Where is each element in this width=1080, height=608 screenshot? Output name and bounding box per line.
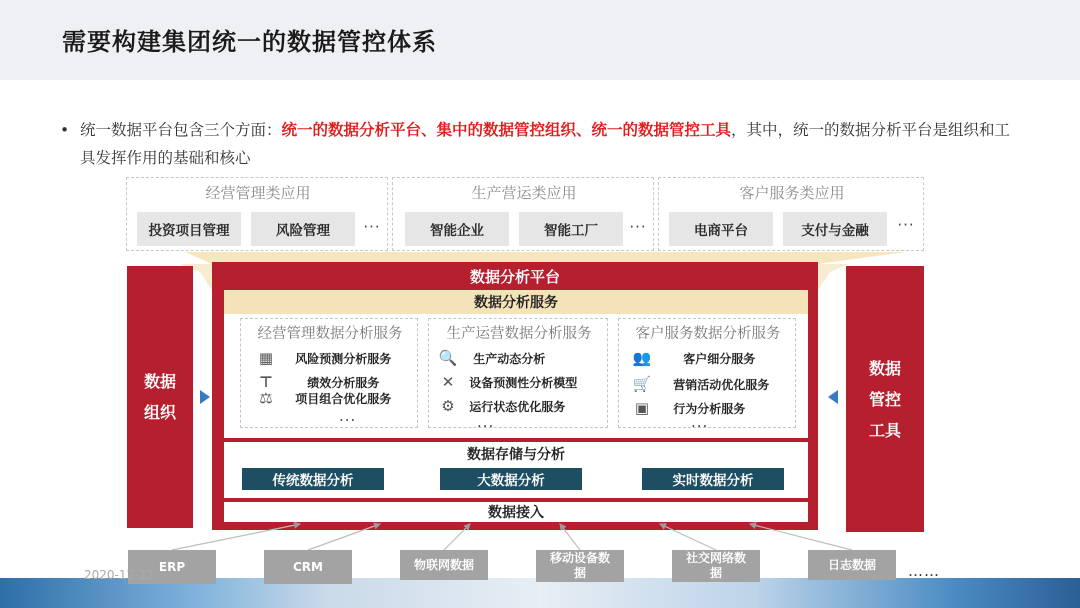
source-crm: CRM — [264, 550, 352, 584]
big-data-analysis-box: 大数据分析 — [440, 468, 582, 490]
service-row — [437, 397, 565, 415]
service-row — [255, 389, 391, 407]
service-row-label: 生产动态分析 — [473, 352, 546, 366]
intro-suffix: ，其中，统一的数据分析平台是组织和工具发挥作用的基础和核心 — [80, 121, 1011, 167]
service-row — [631, 375, 769, 393]
service-row — [631, 399, 745, 417]
intro-prefix: 统一数据平台包含三个方面： — [80, 121, 282, 139]
service-row-label: 行为分析服务 — [673, 402, 746, 416]
more-dots: ··· — [897, 216, 915, 234]
more-dots: ... — [691, 413, 709, 431]
traditional-analysis-box: 传统数据分析 — [242, 468, 384, 490]
service-row-label: 客户细分服务 — [683, 352, 756, 366]
source-social: 社交网络数据 — [672, 550, 760, 582]
connector-arrow — [172, 524, 300, 550]
more-dots: ··· — [629, 218, 647, 236]
arrow-right-icon — [200, 390, 210, 404]
arrow-left-icon — [828, 390, 838, 404]
source-mobile: 移动设备数据 — [536, 550, 624, 582]
service-row — [437, 349, 545, 367]
app-item-risk: 风险管理 — [251, 212, 355, 246]
app-group-title: 生产营运类应用 — [471, 183, 577, 202]
source-connectors — [0, 520, 1080, 552]
source-log: 日志数据 — [808, 550, 896, 580]
service-row-label: 营销活动优化服务 — [673, 378, 770, 392]
app-item-smart-factory: 智能工厂 — [519, 212, 623, 246]
connector-arrow — [308, 524, 380, 550]
slide-date: 2020-12-22 — [84, 568, 154, 582]
service-card-management — [240, 318, 418, 428]
intro-text — [80, 116, 1020, 172]
service-band: 数据分析服务 — [224, 290, 808, 314]
more-dots: ... — [477, 413, 495, 431]
storage-title: 数据存储与分析 — [467, 447, 565, 463]
connector-arrow — [750, 524, 852, 550]
service-row — [255, 349, 391, 367]
page-title: 需要构建集团统一的数据管控体系 — [62, 28, 437, 56]
right-funnel-shape — [818, 264, 848, 290]
data-organization-label: 数据组织 — [143, 372, 176, 422]
data-ingest-bar: 数据接入 — [224, 502, 808, 522]
service-row-label: 绩效分析服务 — [307, 376, 380, 390]
app-group-customer — [658, 177, 924, 251]
source-iot: 物联网数据 — [400, 550, 488, 580]
connector-arrow — [660, 524, 716, 550]
intro-highlight: 统一的数据分析平台、集中的数据管控组织、统一的数据管控工具 — [281, 121, 732, 139]
service-card-title: 经营管理数据分析服务 — [257, 325, 403, 342]
service-row-label: 项目组合优化服务 — [295, 392, 392, 406]
app-item-payment: 支付与金融 — [783, 212, 887, 246]
service-card-production — [428, 318, 608, 431]
data-stack-icon: ▦ — [258, 349, 274, 367]
source-erp: ERP — [128, 550, 216, 584]
realtime-analysis-box: 实时数据分析 — [642, 468, 784, 490]
service-row-label: 设备预测性分析模型 — [469, 376, 578, 390]
service-row — [631, 349, 755, 367]
app-group-management — [126, 177, 388, 251]
scale-icon: ⚖ — [259, 389, 273, 407]
more-dots: ··· — [363, 218, 381, 236]
app-group-title: 客户服务类应用 — [739, 183, 845, 202]
connector-arrow — [560, 524, 580, 550]
wallet-icon: ▣ — [634, 399, 650, 417]
platform-title: 数据分析平台 — [469, 267, 560, 286]
data-control-tools-pillar — [846, 266, 924, 532]
service-row-label: 风险预测分析服务 — [295, 352, 392, 366]
app-group-title: 经营管理类应用 — [205, 183, 311, 202]
service-card-customer — [618, 318, 796, 431]
people-icon: 👥 — [632, 349, 652, 367]
service-card-title: 生产运营数据分析服务 — [446, 325, 592, 342]
intro-bullet — [60, 116, 1020, 172]
app-group-production — [392, 177, 654, 251]
more-sources-dots: …… — [908, 562, 940, 580]
service-card-title: 客户服务数据分析服务 — [635, 325, 781, 342]
magnifier-icon: 🔍 — [438, 349, 458, 367]
app-item-investment: 投资项目管理 — [137, 212, 241, 246]
wrench-icon: ⚙ — [441, 397, 455, 415]
data-control-tools-label: 数据管控工具 — [868, 358, 901, 440]
service-row — [437, 373, 577, 391]
more-dots: ... — [339, 407, 357, 425]
connector-arrow — [444, 524, 470, 550]
data-organization-pillar — [127, 266, 193, 528]
app-item-ecommerce: 电商平台 — [669, 212, 773, 246]
tools-icon: ✕ — [441, 373, 455, 391]
app-item-smart-enterprise: 智能企业 — [405, 212, 509, 246]
service-row-label: 运行状态优化服务 — [469, 400, 566, 414]
bullet-dot: • — [60, 121, 70, 139]
faucet-icon: ⊤ — [259, 373, 273, 391]
cart-icon: 🛒 — [632, 375, 652, 393]
